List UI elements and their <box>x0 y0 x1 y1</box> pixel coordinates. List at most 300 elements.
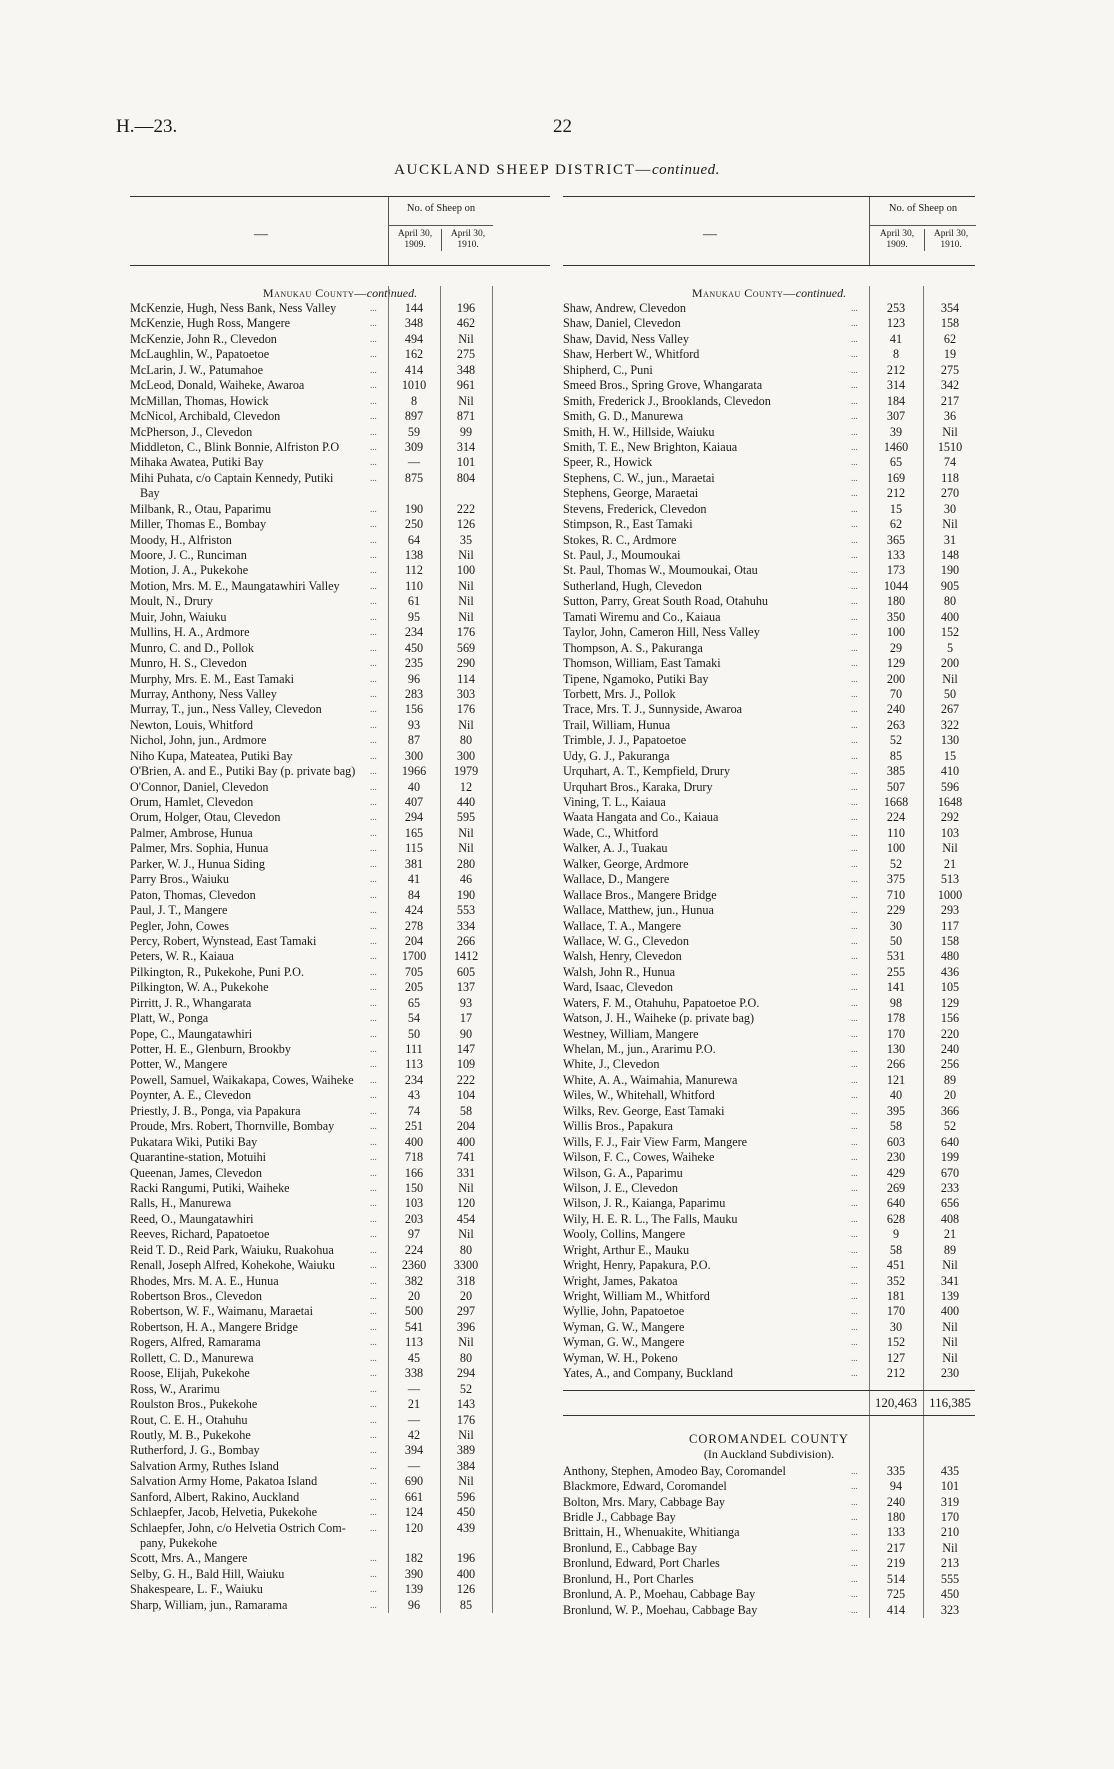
count-1910: 17 <box>459 1011 473 1026</box>
count-1909: — <box>407 1458 421 1473</box>
count-1909: 74 <box>407 1103 421 1118</box>
count-1910: 30 <box>943 501 957 516</box>
owner-name: Tipene, Ngamoko, Putiki Bay <box>563 671 709 686</box>
count-1909: 690 <box>404 1474 424 1489</box>
leader-dots: ... <box>851 1044 858 1054</box>
table-row <box>563 919 975 934</box>
owner-name: Nichol, John, jun., Ardmore <box>130 733 267 748</box>
leader-dots: ... <box>370 858 377 869</box>
owner-name: Rhodes, Mrs. M. A. E., Hunua <box>130 1273 279 1288</box>
owner-name: McNicol, Archibald, Clevedon <box>130 409 281 424</box>
table-row <box>563 1556 975 1571</box>
owner-name: Walker, A. J., Tuakau <box>563 841 668 856</box>
table-row <box>563 316 975 331</box>
count-1910: 300 <box>456 748 476 763</box>
owner-name: Reeves, Richard, Papatoetoe <box>130 1227 270 1242</box>
table-row <box>130 764 550 779</box>
owner-name: Udy, G. J., Pakuranga <box>563 748 670 763</box>
leader-dots: ... <box>370 781 377 792</box>
count-1909: 84 <box>407 887 421 902</box>
leader-dots: ... <box>851 827 858 838</box>
count-1909: 541 <box>404 1319 424 1334</box>
owner-name: Bay <box>140 486 160 501</box>
table-row <box>563 625 975 640</box>
leader-dots: ... <box>851 1028 858 1039</box>
table-row <box>563 548 975 563</box>
count-1909: 375 <box>886 872 906 887</box>
leader-dots: ... <box>851 750 858 761</box>
leader-dots: ... <box>370 1321 377 1332</box>
owner-name: Wright, James, Pakatoa <box>563 1273 678 1288</box>
count-1909: 309 <box>404 439 424 454</box>
count-1910: 341 <box>940 1273 960 1288</box>
count-1909: 43 <box>407 1088 421 1103</box>
table-row <box>563 1243 975 1258</box>
count-1910: 348 <box>456 362 476 377</box>
table-row <box>130 1212 550 1227</box>
owner-name: Platt, W., Ponga <box>130 1011 209 1026</box>
owner-name: McLaughlin, W., Papatoetoe <box>130 347 270 362</box>
table-row <box>563 1289 975 1304</box>
table-row <box>563 1495 975 1510</box>
count-1909: 162 <box>404 347 424 362</box>
leader-dots: ... <box>851 1059 858 1070</box>
count-1910: 436 <box>940 964 960 979</box>
leader-dots: ... <box>370 1028 377 1039</box>
owner-name: Wallace, W. G., Clevedon <box>563 933 689 948</box>
count-1910: 384 <box>456 1458 476 1473</box>
table-row <box>563 378 975 393</box>
leader-dots: ... <box>851 1121 858 1132</box>
leader-dots: ... <box>370 1414 377 1425</box>
table-row <box>563 841 975 856</box>
leader-dots: ... <box>851 611 858 622</box>
leader-dots: ... <box>851 1152 858 1163</box>
table-row <box>130 1459 550 1474</box>
owner-name: Wilson, G. A., Paparimu <box>563 1165 683 1180</box>
count-1910: 21 <box>943 1227 957 1242</box>
owner-name: Reed, O., Maungatawhiri <box>130 1211 254 1226</box>
table-row <box>563 440 975 455</box>
table-row <box>130 1011 550 1026</box>
table-row <box>130 1088 550 1103</box>
owner-name: Walker, George, Ardmore <box>563 856 689 871</box>
owner-name: pany, Pukekohe <box>140 1536 218 1550</box>
leader-dots: ... <box>851 1136 858 1147</box>
table-row <box>563 903 975 918</box>
table-row <box>563 702 975 717</box>
count-1910: 50 <box>943 686 957 701</box>
count-1910: 290 <box>456 656 476 671</box>
count-1910: 196 <box>456 301 476 315</box>
owner-name: Scott, Mrs. A., Mangere <box>130 1551 248 1566</box>
count-1909: 52 <box>889 733 903 748</box>
owner-name: Bolton, Mrs. Mary, Cabbage Bay <box>563 1494 726 1509</box>
leader-dots: ... <box>851 627 858 638</box>
table-row <box>130 1166 550 1181</box>
count-1909: 30 <box>889 1319 903 1334</box>
count-1910: 553 <box>456 903 476 918</box>
count-1910: 176 <box>456 702 476 717</box>
leader-dots: ... <box>370 1229 377 1240</box>
count-1909: 42 <box>407 1427 421 1442</box>
leader-dots: ... <box>851 766 858 777</box>
leader-dots: ... <box>370 1568 377 1579</box>
table-row <box>563 363 975 378</box>
owner-name: McKenzie, Hugh Ross, Mangere <box>130 316 291 331</box>
count-1909: 96 <box>407 1597 421 1612</box>
count-1909: 269 <box>886 1180 906 1195</box>
leader-dots: ... <box>851 364 858 375</box>
owner-name: Sutton, Parry, Great South Road, Otahuhu <box>563 594 769 609</box>
count-1909: 500 <box>404 1304 424 1319</box>
owner-name: Roose, Elijah, Pukekohe <box>130 1366 250 1381</box>
owner-name: Robertson, W. F., Waimanu, Maraetai <box>130 1304 313 1319</box>
table-row <box>130 1227 550 1242</box>
leader-dots: ... <box>851 457 858 468</box>
leader-dots: ... <box>851 488 858 499</box>
leader-dots: ... <box>851 472 858 483</box>
owner-name: Shaw, Daniel, Clevedon <box>563 316 681 331</box>
owner-name: Queenan, James, Clevedon <box>130 1165 262 1180</box>
owner-name: Thompson, A. S., Pakuranga <box>563 640 703 655</box>
owner-name: Moore, J. C., Runciman <box>130 548 247 562</box>
header-dash: — <box>703 227 717 242</box>
count-1909: 9 <box>892 1227 900 1242</box>
leader-dots: ... <box>851 580 858 591</box>
count-1910: 89 <box>943 1072 957 1087</box>
owner-name: Pirritt, J. R., Whangarata <box>130 995 252 1010</box>
count-1910: 366 <box>940 1103 960 1118</box>
leader-dots: ... <box>370 1074 377 1085</box>
leader-dots: ... <box>370 318 377 329</box>
leader-dots: ... <box>851 1321 858 1332</box>
table-row <box>563 1351 975 1366</box>
owner-name: Robertson, H. A., Mangere Bridge <box>130 1319 298 1334</box>
owner-name: Walsh, John R., Hunua <box>563 964 676 979</box>
owner-name: White, A. A., Waimahia, Manurewa <box>563 1072 738 1087</box>
count-1910: 3300 <box>453 1258 479 1273</box>
leader-dots: ... <box>851 565 858 576</box>
owner-name: Munro, H. S., Clevedon <box>130 656 247 671</box>
owner-name: Schlaepfer, Jacob, Helvetia, Pukekohe <box>130 1505 317 1520</box>
count-1910: Nil <box>942 1335 958 1350</box>
leader-dots: ... <box>370 1507 377 1518</box>
leader-dots: ... <box>851 797 858 807</box>
count-1909: 212 <box>886 486 906 501</box>
leader-dots: ... <box>370 982 377 993</box>
count-1909: 123 <box>886 316 906 331</box>
count-1910: Nil <box>458 331 474 346</box>
table-row <box>130 1551 550 1566</box>
count-1909: 139 <box>404 1582 424 1597</box>
count-1909: 897 <box>404 409 424 424</box>
total-row <box>563 1390 975 1416</box>
leader-dots: ... <box>851 1244 858 1255</box>
table-row <box>130 872 550 887</box>
count-1909: 113 <box>405 1057 423 1072</box>
count-1910: 109 <box>456 1057 476 1072</box>
count-1910: 233 <box>940 1180 960 1195</box>
table-row <box>563 718 975 733</box>
count-1909: 65 <box>889 455 903 470</box>
table-row <box>563 347 975 362</box>
owner-name: Wilks, Rev. George, East Tamaki <box>563 1103 725 1118</box>
leader-dots: ... <box>370 1352 377 1363</box>
table-row <box>130 502 550 517</box>
count-1910: 36 <box>943 409 957 424</box>
count-1910: 275 <box>456 347 476 362</box>
table-row <box>563 1135 975 1150</box>
leader-dots: ... <box>370 1460 377 1471</box>
count-1909: 350 <box>886 609 906 624</box>
table-row <box>563 733 975 748</box>
table-row <box>130 841 550 856</box>
count-1910: 199 <box>940 1150 960 1165</box>
count-1909: 229 <box>886 903 906 918</box>
table-row <box>130 996 550 1011</box>
table-row <box>130 378 550 393</box>
leader-dots: ... <box>851 395 858 406</box>
count-1909: 628 <box>886 1211 906 1226</box>
leader-dots: ... <box>370 658 377 669</box>
count-1909: 110 <box>887 825 905 840</box>
table-row <box>130 1042 550 1057</box>
leader-dots: ... <box>370 1584 377 1595</box>
count-1909: 100 <box>886 625 906 640</box>
table-row <box>563 780 975 795</box>
section-heading: Manukau County—continued. <box>691 286 847 300</box>
owner-name: Shaw, Herbert W., Whitford <box>563 347 700 362</box>
count-1910: 267 <box>940 702 960 717</box>
table-row <box>563 1104 975 1119</box>
owner-name: Whelan, M., jun., Ararimu P.O. <box>563 1042 716 1056</box>
owner-name: Tamati Wiremu and Co., Kaiaua <box>563 609 721 624</box>
count-1909: 203 <box>404 1211 424 1226</box>
count-1910: 46 <box>459 872 473 887</box>
count-1909: 394 <box>404 1443 424 1458</box>
count-1910: Nil <box>458 594 474 609</box>
count-1910: 117 <box>941 918 959 933</box>
count-1909: 414 <box>886 1602 906 1617</box>
count-1909: 429 <box>886 1165 906 1180</box>
owner-name: Ralls, H., Manurewa <box>130 1196 232 1211</box>
count-1910: Nil <box>458 825 474 840</box>
owner-name: Schlaepfer, John, c/o Helvetia Ostrich Com- <box>130 1520 346 1535</box>
owner-name: Waata Hangata and Co., Kaiaua <box>563 810 719 825</box>
owner-name: Wallace, T. A., Mangere <box>563 918 682 933</box>
owner-name: Powell, Samuel, Waikakapa, Cowes, Waiheke <box>130 1072 354 1087</box>
table-row <box>563 1073 975 1088</box>
owner-name: Moody, H., Alfriston <box>130 532 232 547</box>
leader-dots: ... <box>370 966 377 977</box>
leader-dots: ... <box>851 673 858 684</box>
leader-dots: ... <box>851 1352 858 1363</box>
owner-name: Middleton, C., Blink Bonnie, Alfriston P.O <box>130 439 340 454</box>
table-row <box>130 1320 550 1335</box>
count-1909: 1044 <box>883 578 909 593</box>
page-reference: H.—23. <box>116 116 178 137</box>
count-1909: 875 <box>404 470 424 485</box>
table-row <box>130 641 550 656</box>
leader-dots: ... <box>851 426 858 437</box>
leader-dots: ... <box>851 704 858 715</box>
count-1910: 196 <box>456 1551 476 1566</box>
leader-dots: ... <box>851 658 858 669</box>
count-1910: 569 <box>456 640 476 655</box>
owner-name: Shakespeare, L. F., Waiuku <box>130 1582 263 1597</box>
right-table <box>563 196 975 1618</box>
owner-name: Salvation Army, Ruthes Island <box>130 1458 279 1473</box>
count-1910: Nil <box>458 578 474 593</box>
table-row <box>130 810 550 825</box>
count-1909: 400 <box>404 1134 424 1149</box>
count-1909: 278 <box>404 918 424 933</box>
leader-dots: ... <box>370 1599 377 1610</box>
owner-name: Wade, C., Whitford <box>563 825 659 840</box>
owner-name: Wallace, D., Mangere <box>563 872 670 887</box>
count-1910: 222 <box>456 501 476 516</box>
leader-dots: ... <box>851 889 858 900</box>
count-1910: 156 <box>940 1011 960 1026</box>
count-1910: 435 <box>940 1463 960 1478</box>
owner-name: Robertson Bros., Clevedon <box>130 1289 263 1303</box>
leader-dots: ... <box>370 1522 377 1533</box>
owner-name: Trail, William, Hunua <box>563 717 671 732</box>
count-1910: 220 <box>940 1026 960 1041</box>
leader-dots: ... <box>851 1306 858 1317</box>
table-row <box>130 656 550 671</box>
leader-dots: ... <box>370 1152 377 1163</box>
owner-name: Peters, W. R., Kaiaua <box>130 949 234 964</box>
leader-dots: ... <box>370 1368 377 1379</box>
count-1909: 1700 <box>401 949 427 964</box>
count-1910: 595 <box>456 810 476 825</box>
owner-name: Bronlund, A. P., Moehau, Cabbage Bay <box>563 1587 756 1602</box>
count-1909: 1460 <box>883 439 909 454</box>
table-row <box>563 1479 975 1494</box>
owner-name: Wyman, W. H., Pokeno <box>563 1350 678 1365</box>
leader-dots: ... <box>370 1275 377 1286</box>
count-1909: 129 <box>886 656 906 671</box>
owner-name: Selby, G. H., Bald Hill, Waiuku <box>130 1566 285 1581</box>
count-1909: 70 <box>889 686 903 701</box>
count-1909: 95 <box>407 609 421 624</box>
count-1910: 190 <box>456 887 476 902</box>
owner-name: Paton, Thomas, Clevedon <box>130 887 256 902</box>
count-1910: 400 <box>456 1134 476 1149</box>
owner-name: Wooly, Collins, Mangere <box>563 1227 686 1242</box>
page-title: AUCKLAND SHEEP DISTRICT—continued. <box>394 162 720 178</box>
owner-name: St. Paul, Thomas W., Moumoukai, Otau <box>563 563 758 578</box>
table-row <box>563 1274 975 1289</box>
count-1909: 121 <box>886 1072 906 1087</box>
table-row <box>130 1073 550 1088</box>
count-1910: 596 <box>940 779 960 794</box>
table-row <box>130 594 550 609</box>
count-1909: 50 <box>407 1026 421 1041</box>
leader-dots: ... <box>370 333 377 344</box>
table-row <box>130 718 550 733</box>
owner-name: Bronlund, E., Cabbage Bay <box>563 1540 698 1555</box>
count-1909: 100 <box>886 841 906 856</box>
leader-dots: ... <box>851 982 858 993</box>
owner-name: Stephens, George, Maraetai <box>563 486 699 501</box>
owner-name: Bridle J., Cabbage Bay <box>563 1509 676 1524</box>
count-1910: 1648 <box>937 795 963 809</box>
count-1909: 710 <box>886 887 906 902</box>
table-row <box>563 1258 975 1273</box>
table-row <box>563 672 975 687</box>
leader-dots: ... <box>370 1105 377 1116</box>
count-1910: 58 <box>459 1103 473 1118</box>
table-row <box>130 455 550 470</box>
leader-dots: ... <box>851 966 858 977</box>
table-row <box>563 872 975 887</box>
count-1909: 45 <box>407 1350 421 1365</box>
count-1909: 640 <box>886 1196 906 1211</box>
leader-dots: ... <box>851 1198 858 1209</box>
owner-name: Shaw, Andrew, Clevedon <box>563 301 686 315</box>
table-header <box>563 196 975 266</box>
owner-name: Sharp, William, jun., Ramarama <box>130 1597 288 1612</box>
leader-dots: ... <box>851 951 858 962</box>
count-1909: — <box>407 1381 421 1396</box>
leader-dots: ... <box>851 997 858 1008</box>
count-1909: 165 <box>404 825 424 840</box>
owner-name: Wallace, Matthew, jun., Hunua <box>563 903 714 918</box>
count-1910: Nil <box>458 841 474 856</box>
owner-name: Sutherland, Hugh, Clevedon <box>563 578 702 593</box>
owner-name: Wilson, F. C., Cowes, Waiheke <box>563 1150 715 1165</box>
count-1909: 1010 <box>401 378 427 393</box>
count-1910: 293 <box>940 903 960 918</box>
table-row <box>563 579 975 594</box>
table-row <box>563 1150 975 1165</box>
count-1910: 596 <box>456 1489 476 1504</box>
count-1910: 170 <box>940 1509 960 1524</box>
count-1910: 480 <box>940 949 960 964</box>
leader-dots: ... <box>370 1399 377 1410</box>
count-1909: 124 <box>404 1505 424 1520</box>
owner-name: O'Connor, Daniel, Clevedon <box>130 779 269 794</box>
table-row <box>563 641 975 656</box>
count-1909: 85 <box>889 748 903 763</box>
count-1909: 1668 <box>883 795 909 809</box>
count-1910: Nil <box>458 717 474 732</box>
table-row <box>563 949 975 964</box>
owner-name: Potter, H. E., Glenburn, Brookby <box>130 1042 291 1056</box>
leader-dots: ... <box>851 1481 858 1492</box>
count-1909: 50 <box>889 933 903 948</box>
count-1909: 531 <box>886 949 906 964</box>
count-1909: 255 <box>886 964 906 979</box>
count-1910: 1412 <box>453 949 479 964</box>
table-row <box>563 471 975 486</box>
count-1910: 323 <box>940 1602 960 1617</box>
owner-name: Racki Rangumi, Putiki, Waiheke <box>130 1180 290 1195</box>
right-table-body <box>563 286 975 1618</box>
leader-dots: ... <box>851 550 858 560</box>
left-table-body <box>130 286 550 1613</box>
count-1910: 322 <box>940 717 960 732</box>
leader-dots: ... <box>370 997 377 1008</box>
table-row <box>563 1304 975 1319</box>
count-1909: 507 <box>886 779 906 794</box>
table-row <box>563 1603 975 1618</box>
count-1909: — <box>407 455 421 470</box>
owner-name: Pegler, John, Cowes <box>130 918 230 933</box>
